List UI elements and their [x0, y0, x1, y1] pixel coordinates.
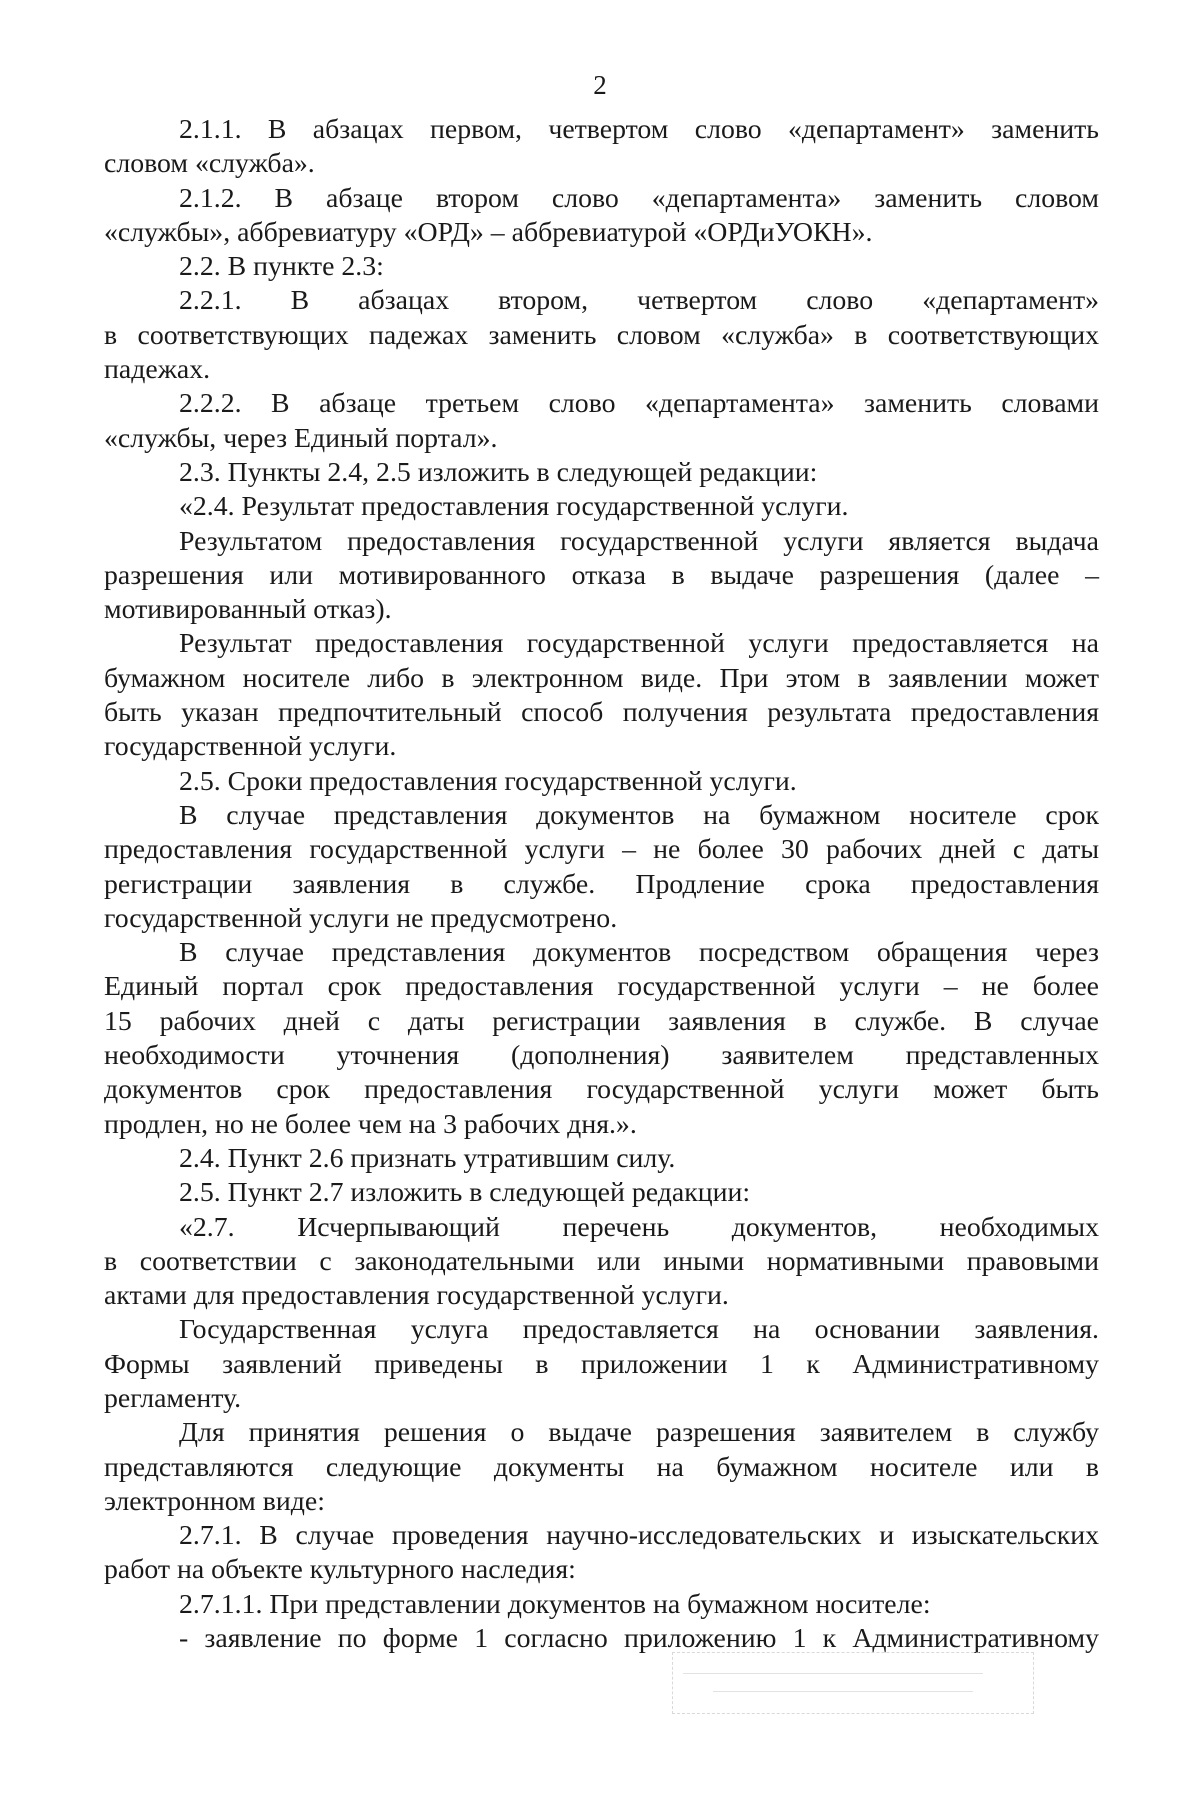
page-number: 2 [593, 70, 607, 100]
text-line: «службы, через Единый портал». [104, 422, 498, 454]
text-line: 2.5. Пункт 2.7 изложить в следующей редакции: [179, 1177, 751, 1209]
stamp-mark [672, 1652, 1034, 1714]
text-line: Результат предоставления государственной услуги предоставляется на [179, 628, 1099, 660]
text-line: 2.7.1. В случае проведения научно-исследовательских и изыскательских [179, 1520, 1099, 1552]
document-body [104, 113, 1099, 1656]
text-line: Единый портал срок предоставления государственной услуги – не более [104, 971, 1099, 1003]
text-line: в соответствии с законодательными или иными нормативными правовыми [104, 1245, 1099, 1277]
text-line: разрешения или мотивированного отказа в выдаче разрешения (далее – [104, 559, 1099, 591]
text-line: Государственная услуга предоставляется на основании заявления. [179, 1314, 1099, 1346]
text-line: В случае представления документов посредством обращения через [179, 937, 1099, 969]
text-line: государственной услуги не предусмотрено. [104, 902, 618, 934]
text-line: В случае представления документов на бумажном носителе срок [179, 799, 1099, 831]
text-line: 2.1.2. В абзаце втором слово «департамента» заменить словом [179, 182, 1099, 214]
text-line: документов срок предоставления государственной услуги может быть [104, 1074, 1099, 1106]
text-line: - заявление по форме 1 согласно приложению 1 к Административному [179, 1623, 1099, 1655]
text-line: регистрации заявления в службе. Продление срока предоставления [104, 868, 1099, 900]
text-line: падежах. [104, 354, 211, 386]
text-line: 2.4. Пункт 2.6 признать утратившим силу. [179, 1142, 676, 1174]
text-line: 2.3. Пункты 2.4, 2.5 изложить в следующей редакции: [179, 456, 818, 488]
text-line: необходимости уточнения (дополнения) заявителем представленных [104, 1040, 1099, 1072]
text-line: Формы заявлений приведены в приложении 1 к Административному [104, 1348, 1099, 1380]
text-line: словом «служба». [104, 148, 315, 180]
text-line: быть указан предпочтительный способ получения результата предоставления [104, 697, 1099, 729]
text-line: 2.5. Сроки предоставления государственной услуги. [179, 765, 797, 797]
text-line: продлен, но не более чем на 3 рабочих дня.». [104, 1108, 637, 1140]
text-line: 15 рабочих дней с даты регистрации заявления в службе. В случае [104, 1005, 1099, 1037]
text-line: в соответствующих падежах заменить словом «служба» в соответствующих [104, 319, 1099, 351]
text-line: 2.1.1. В абзацах первом, четвертом слово «департамент» заменить [179, 114, 1099, 145]
text-line: бумажном носителе либо в электронном виде. При этом в заявлении может [104, 662, 1099, 694]
text-line: 2.2. В пункте 2.3: [179, 251, 384, 283]
text-line: 2.7.1.1. При представлении документов на бумажном носителе: [179, 1588, 931, 1620]
text-line: 2.2.2. В абзаце третьем слово «департамента» заменить словами [179, 388, 1099, 420]
text-line: «2.4. Результат предоставления государственной услуги. [179, 491, 849, 523]
text-line: представляются следующие документы на бумажном носителе или в [104, 1451, 1099, 1483]
text-line: электронном виде: [104, 1485, 325, 1517]
text-line: работ на объекте культурного наследия: [104, 1554, 576, 1586]
text-line: мотивированный отказ). [104, 594, 392, 626]
text-line: 2.2.1. В абзацах втором, четвертом слово «департамент» [179, 285, 1099, 317]
text-line: «службы», аббревиатуру «ОРД» – аббревиатурой «ОРДиУОКН». [104, 216, 873, 248]
text-line: государственной услуги. [104, 731, 397, 763]
text-line: предоставления государственной услуги – не более 30 рабочих дней с даты [104, 834, 1099, 866]
text-line: Для принятия решения о выдаче разрешения заявителем в службу [179, 1417, 1099, 1449]
text-line: Результатом предоставления государственной услуги является выдача [179, 525, 1099, 557]
text-line: актами для предоставления государственной услуги. [104, 1280, 729, 1312]
text-line: регламенту. [104, 1382, 242, 1414]
text-line: «2.7. Исчерпывающий перечень документов, необходимых [179, 1211, 1099, 1243]
